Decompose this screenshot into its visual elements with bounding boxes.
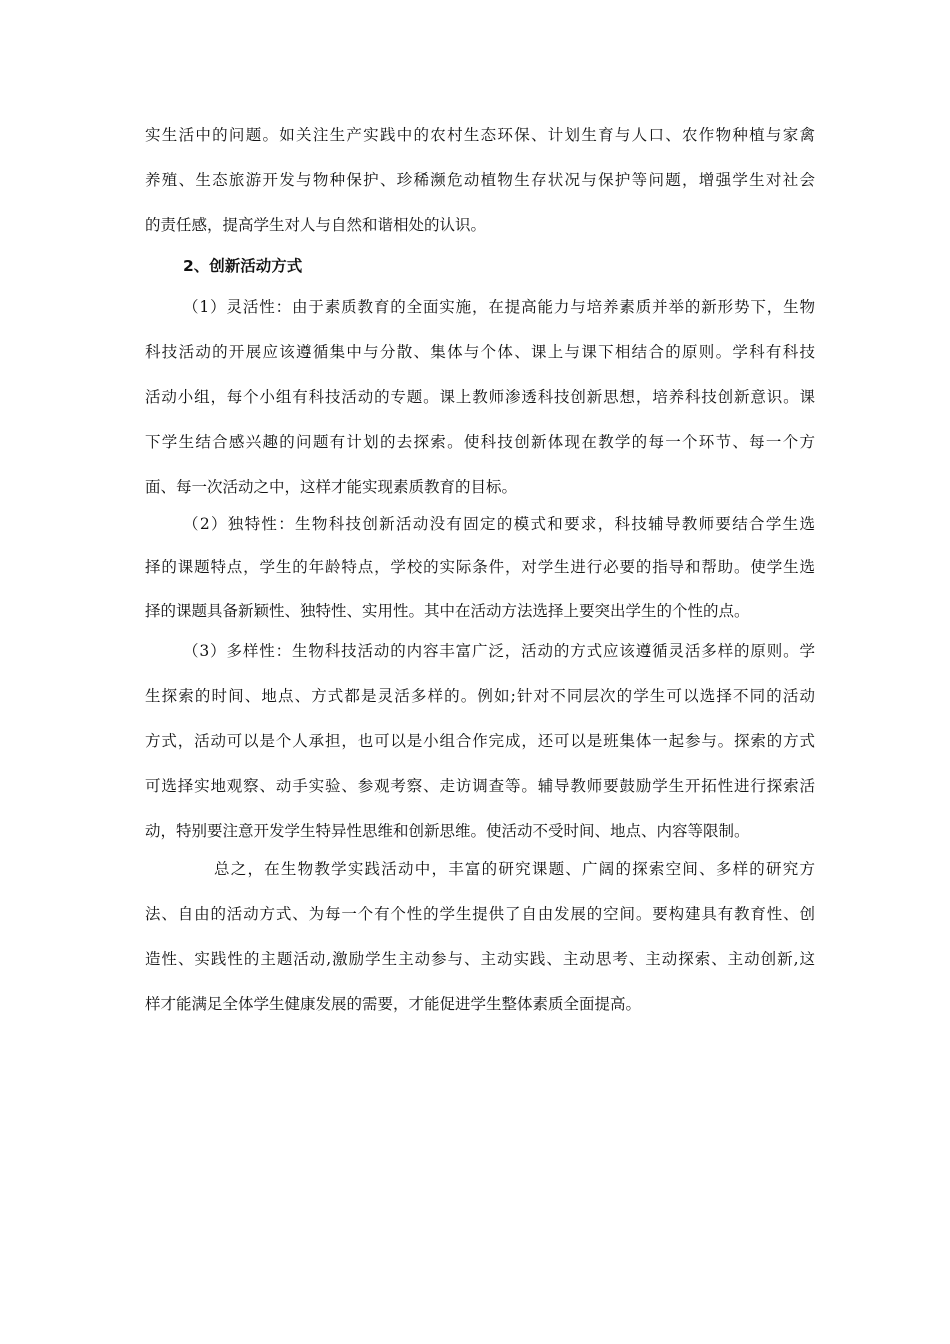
paragraph-line: 总之，在生物教学实践活动中，丰富的研究课题、广阔的探索空间、多样的研究方	[214, 860, 815, 878]
paragraph-line: 方式，活动可以是个人承担，也可以是小组合作完成，还可以是班集体一起参与。探索的方式	[145, 732, 815, 750]
paragraph-line: 择的课题特点，学生的年龄特点，学校的实际条件，对学生进行必要的指导和帮助。使学生选	[145, 558, 815, 576]
paragraph-line: 造性、实践性的主题活动,激励学生主动参与、主动实践、主动思考、主动探索、主动创新,这	[145, 950, 815, 968]
paragraph-line: 实生活中的问题。如关注生产实践中的农村生态环保、计划生育与人口、农作物种植与家禽	[145, 126, 815, 144]
paragraph-line: 的责任感，提高学生对人与自然和谐相处的认识。	[145, 216, 487, 234]
paragraph-line: 生探索的时间、地点、方式都是灵活多样的。例如;针对不同层次的学生可以选择不同的活动	[145, 687, 815, 705]
paragraph-line: 活动小组，每个小组有科技活动的专题。课上教师渗透科技创新思想，培养科技创新意识。课	[145, 388, 815, 406]
paragraph-line: （1）灵活性：由于素质教育的全面实施，在提高能力与培养素质并举的新形势下，生物	[183, 298, 815, 316]
paragraph-line: 法、自由的活动方式、为每一个有个性的学生提供了自由发展的空间。要构建具有教育性、创	[145, 905, 815, 923]
paragraph-line: 下学生结合感兴趣的问题有计划的去探索。使科技创新体现在教学的每一个环节、每一个方	[145, 433, 815, 451]
paragraph-line: 科技活动的开展应该遵循集中与分散、集体与个体、课上与课下相结合的原则。学科有科技	[145, 343, 815, 361]
paragraph-line: 可选择实地观察、动手实验、参观考察、走访调查等。辅导教师要鼓励学生开拓性进行探索活	[145, 777, 815, 795]
paragraph-line: 面、每一次活动之中，这样才能实现素质教育的目标。	[145, 478, 518, 496]
section-heading: 2、创新活动方式	[183, 257, 303, 275]
paragraph-line: 动，特别要注意开发学生特异性思维和创新思维。使活动不受时间、地点、内容等限制。	[145, 822, 750, 840]
paragraph-line: （2）独特性：生物科技创新活动没有固定的模式和要求，科技辅导教师要结合学生选	[183, 515, 815, 533]
paragraph-line: 养殖、生态旅游开发与物种保护、珍稀濒危动植物生存状况与保护等问题，增强学生对社会	[145, 171, 815, 189]
paragraph-line: （3）多样性：生物科技活动的内容丰富广泛，活动的方式应该遵循灵活多样的原则。学	[183, 642, 815, 660]
paragraph-line: 样才能满足全体学生健康发展的需要，才能促进学生整体素质全面提高。	[145, 995, 642, 1013]
paragraph-line: 择的课题具备新颖性、独特性、实用性。其中在活动方法选择上要突出学生的个性的点。	[145, 602, 750, 620]
